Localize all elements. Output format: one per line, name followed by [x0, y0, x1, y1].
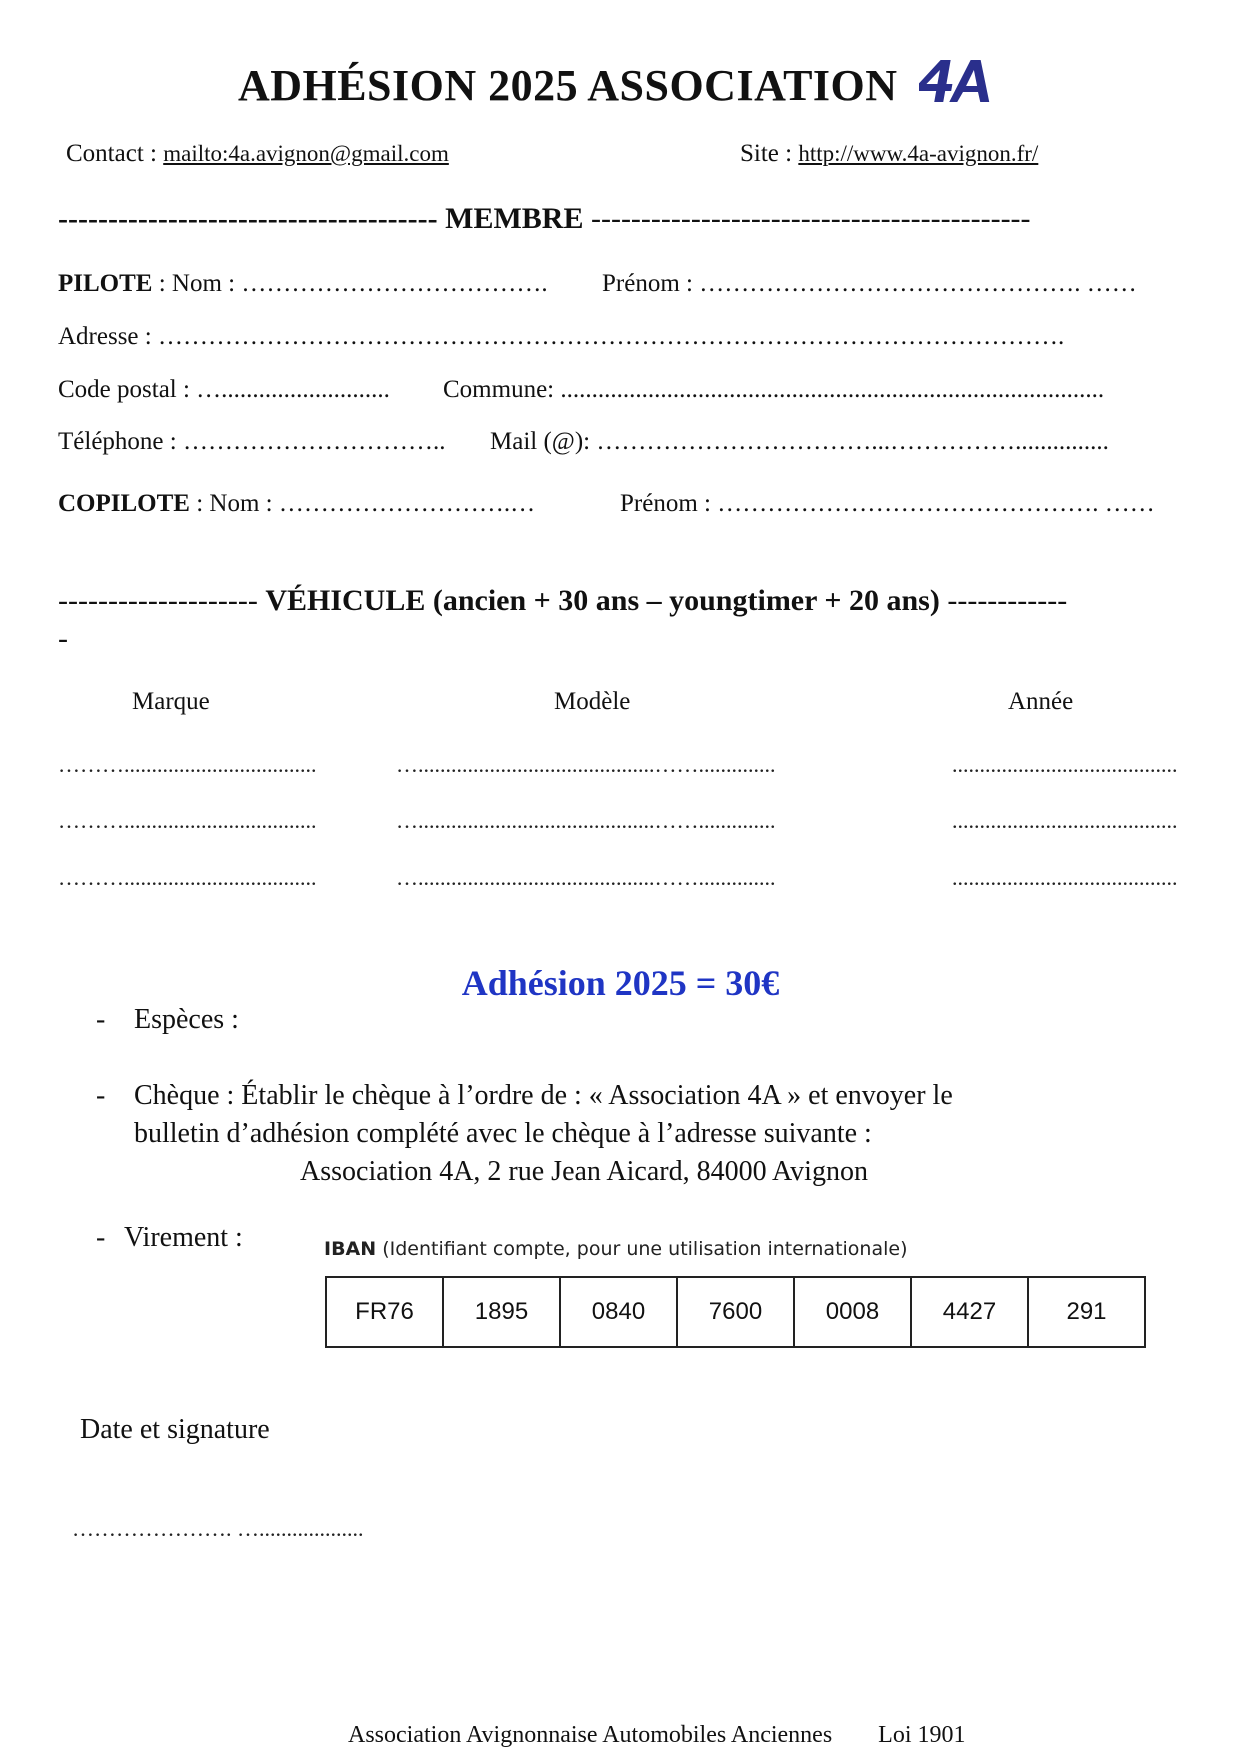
bullet: -	[96, 1004, 106, 1035]
telephone-blank: Téléphone : …………………………..	[58, 428, 446, 455]
iban-part: 7600	[677, 1277, 794, 1347]
copilote-prenom-blank: Prénom : ………………………………………. ……	[620, 490, 1155, 517]
iban-part: 0008	[794, 1277, 911, 1347]
bullet: -	[96, 1080, 106, 1111]
membre-heading-text: MEMBRE	[445, 202, 584, 235]
copilote-nom-blank: : Nom : ……………………….…	[196, 490, 536, 517]
pilote-nom-blank: : Nom : ……………………………….	[158, 270, 548, 297]
vehicle-row-1-modele[interactable]: …...........................................……..............	[396, 752, 776, 777]
col-annee-header: Année	[1008, 688, 1074, 715]
telephone-field[interactable]	[58, 428, 445, 456]
code-postal-blank: Code postal : …...........................	[58, 376, 390, 403]
footer	[348, 1722, 966, 1749]
iban-table	[325, 1276, 1146, 1348]
page-title	[0, 58, 1241, 115]
vehicule-heading-text: VÉHICULE (ancien + 30 ans – youngtimer + 20 ans)	[265, 584, 940, 617]
copilote-prenom-field[interactable]	[620, 490, 1155, 518]
col-marque-header: Marque	[132, 688, 210, 715]
pilote-nom-field[interactable]	[58, 270, 548, 298]
contact-line	[66, 140, 449, 168]
iban-part: 4427	[911, 1277, 1028, 1347]
iban-label: IBAN	[324, 1238, 377, 1260]
membre-section-heading	[58, 202, 1031, 236]
dash-rule-left: --------------------	[58, 584, 258, 617]
signature-blank[interactable]: …………………. …...................	[72, 1516, 364, 1541]
iban-row	[326, 1277, 1145, 1347]
title-text: ADHÉSION 2025 ASSOCIATION	[237, 61, 898, 110]
vehicule-section-heading	[58, 584, 1067, 618]
cheque-line-2: bulletin d’adhésion complété avec le chèque à l’adresse suivante :	[134, 1118, 872, 1149]
pilote-prenom-field[interactable]	[602, 270, 1137, 298]
commune-field[interactable]	[443, 376, 1104, 404]
dash-rule-left: --------------------------------------	[58, 202, 438, 235]
adresse-field[interactable]	[58, 323, 1064, 351]
site-url-link[interactable]: http://www.4a-avignon.fr/	[798, 141, 1039, 166]
pilote-label: PILOTE	[58, 270, 153, 297]
iban-caption-text: (Identifiant compte, pour une utilisation internationale)	[382, 1238, 908, 1260]
vehicle-row-1-annee[interactable]: .........................................	[952, 752, 1178, 777]
contact-label: Contact :	[66, 140, 157, 167]
mail-field[interactable]	[490, 428, 1109, 456]
vehicle-row-2-marque[interactable]: ………...................................	[58, 808, 317, 833]
pilote-prenom-blank: Prénom : ………………………………………. ……	[602, 270, 1137, 297]
dash-rule-right: --------------------------------------------	[590, 202, 1031, 235]
vehicle-row-2-modele[interactable]: …...........................................……..............	[396, 808, 776, 833]
iban-part: 1895	[443, 1277, 560, 1347]
vehicle-row-2-annee[interactable]: .........................................	[952, 808, 1178, 833]
vehicle-row-3-modele[interactable]: …...........................................……..............	[396, 865, 776, 890]
footer-association: Association Avignonnaise Automobiles Anciennes	[348, 1722, 833, 1748]
footer-loi: Loi 1901	[878, 1722, 966, 1748]
dash-wrap: -	[58, 622, 68, 655]
col-modele-header: Modèle	[554, 688, 631, 715]
dash-rule-right: ------------	[947, 584, 1068, 617]
site-label: Site :	[740, 140, 793, 167]
copilote-label: COPILOTE	[58, 490, 190, 517]
membership-fee: Adhésion 2025 = 30€	[461, 963, 780, 1003]
adresse-blank: Adresse : ……………………………………………………………………………………………….	[58, 323, 1065, 350]
association-4a-logo	[919, 58, 1003, 115]
virement-option: Virement :	[124, 1222, 243, 1253]
vehicle-row-1-marque[interactable]: ………...................................	[58, 752, 317, 777]
vehicle-row-3-marque[interactable]: ………...................................	[58, 865, 317, 890]
copilote-nom-field[interactable]	[58, 490, 535, 518]
vehicle-row-3-annee[interactable]: .........................................	[952, 865, 1178, 890]
site-line	[740, 140, 1038, 168]
code-postal-field[interactable]	[58, 376, 390, 404]
iban-part: 0840	[560, 1277, 677, 1347]
especes-option: Espèces :	[134, 1004, 239, 1035]
cheque-address: Association 4A, 2 rue Jean Aicard, 84000 Avignon	[300, 1156, 868, 1187]
bullet: -	[96, 1222, 106, 1253]
iban-caption	[324, 1238, 908, 1260]
cheque-line-1: Chèque : Établir le chèque à l’ordre de : « Association 4A » et envoyer le	[134, 1080, 953, 1111]
commune-blank: Commune: .......................................................................................	[443, 376, 1105, 403]
signature-label: Date et signature	[80, 1414, 270, 1445]
iban-part: 291	[1028, 1277, 1145, 1347]
iban-part: FR76	[326, 1277, 443, 1347]
mail-blank: Mail (@): ……………………………...……………...............	[490, 428, 1109, 455]
contact-email-link[interactable]: mailto:4a.avignon@gmail.com	[163, 141, 449, 166]
logo-4a-icon	[919, 58, 1003, 104]
